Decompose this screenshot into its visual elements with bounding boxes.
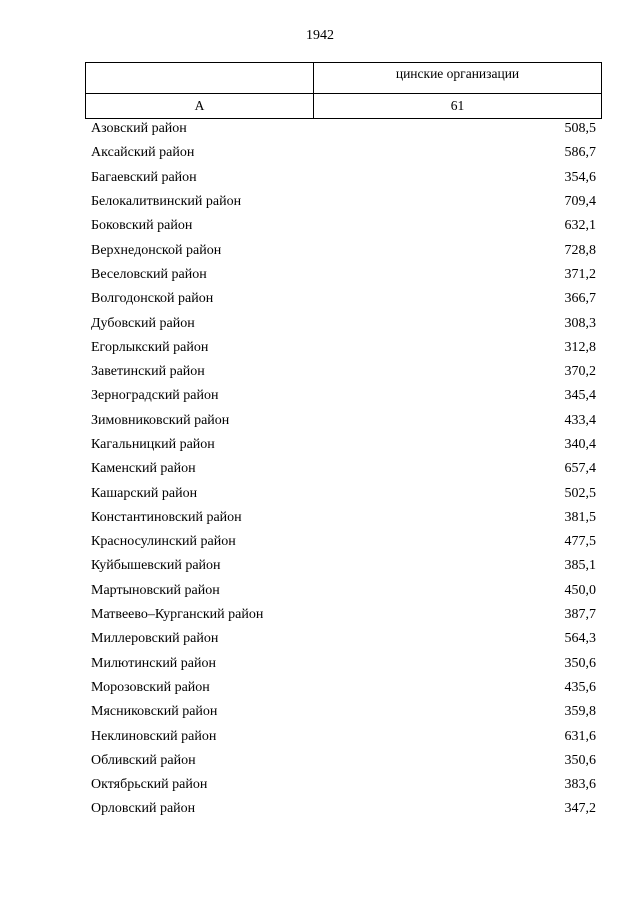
district-value: 632,1	[564, 218, 596, 234]
district-value: 435,6	[564, 679, 596, 695]
column-header-table	[85, 62, 602, 119]
table-row	[91, 773, 596, 797]
district-name: Красносулинский район	[91, 534, 236, 550]
table-row	[91, 263, 596, 287]
table-row	[91, 749, 596, 773]
district-name: Орловский район	[91, 801, 196, 817]
table-row	[91, 652, 596, 676]
table-row	[91, 481, 596, 505]
district-name: Матвеево–Курганский район	[91, 607, 264, 623]
district-name: Обливский район	[91, 752, 196, 768]
table-row	[91, 287, 596, 311]
district-value: 502,5	[564, 485, 596, 501]
table-row	[91, 797, 596, 821]
table-row	[91, 336, 596, 360]
district-name: Каменский район	[91, 461, 196, 477]
table-row	[91, 238, 596, 262]
table-row	[91, 700, 596, 724]
district-name: Мартыновский район	[91, 582, 220, 598]
table-row	[91, 530, 596, 554]
header-col1-code: А	[86, 94, 314, 119]
table-row	[91, 724, 596, 748]
district-value: 450,0	[564, 582, 596, 598]
district-value: 564,3	[564, 631, 596, 647]
district-value: 308,3	[564, 315, 596, 331]
district-value: 387,7	[564, 607, 596, 623]
district-name: Морозовский район	[91, 679, 210, 695]
district-value: 383,6	[564, 777, 596, 793]
district-value: 350,6	[564, 655, 596, 671]
table-row	[91, 141, 596, 165]
table-row	[91, 457, 596, 481]
district-value: 370,2	[564, 364, 596, 380]
district-value: 347,2	[564, 801, 596, 817]
district-value: 631,6	[564, 728, 596, 744]
district-value: 433,4	[564, 412, 596, 428]
header-row-titles	[86, 63, 602, 94]
district-value: 728,8	[564, 242, 596, 258]
district-name: Зерноградский район	[91, 388, 219, 404]
district-value: 350,6	[564, 752, 596, 768]
table-row	[91, 627, 596, 651]
district-name: Кашарский район	[91, 485, 198, 501]
table-row	[91, 506, 596, 530]
district-name: Волгодонской район	[91, 291, 214, 307]
district-value: 312,8	[564, 339, 596, 355]
district-name: Куйбышевский район	[91, 558, 221, 574]
table-row	[91, 433, 596, 457]
district-value: 508,5	[564, 121, 596, 137]
district-name: Егорлыкский район	[91, 339, 209, 355]
table-row	[91, 603, 596, 627]
district-name: Октябрьский район	[91, 777, 208, 793]
district-value: 709,4	[564, 194, 596, 210]
district-list	[91, 117, 596, 822]
table-row	[91, 676, 596, 700]
district-value: 586,7	[564, 145, 596, 161]
district-value: 340,4	[564, 437, 596, 452]
page-number: 1942	[306, 28, 334, 43]
district-name: Заветинский район	[91, 364, 205, 380]
district-name: Константиновский район	[91, 509, 242, 525]
table-row	[91, 166, 596, 190]
district-name: Белокалитвинский район	[91, 194, 242, 210]
header-row-codes	[86, 94, 602, 119]
header-col2-code: 61	[314, 94, 602, 119]
table-row	[91, 579, 596, 603]
district-name: Аксайский район	[91, 145, 195, 161]
district-value: 477,5	[564, 534, 596, 550]
district-name: Азовский район	[91, 121, 187, 137]
district-name: Дубовский район	[91, 315, 195, 331]
district-value: 366,7	[564, 291, 596, 307]
district-name: Боковский район	[91, 218, 193, 234]
district-name: Неклиновский район	[91, 728, 217, 744]
district-value: 359,8	[564, 704, 596, 720]
district-value: 385,1	[564, 558, 596, 574]
district-name: Верхнедонской район	[91, 242, 222, 258]
table-row	[91, 384, 596, 408]
table-row	[91, 190, 596, 214]
district-name: Кагальницкий район	[91, 437, 215, 452]
district-name: Веселовский район	[91, 266, 207, 282]
header-col1-title-cell	[86, 63, 314, 94]
district-name: Багаевский район	[91, 169, 197, 185]
table-row	[91, 360, 596, 384]
table-row	[91, 409, 596, 433]
district-name: Мясниковский район	[91, 704, 218, 720]
district-value: 345,4	[564, 388, 596, 404]
header-col2-title: цинские организации	[314, 63, 602, 94]
district-name: Миллеровский район	[91, 631, 219, 647]
district-value: 657,4	[564, 461, 596, 477]
district-name: Милютинский район	[91, 655, 217, 671]
district-value: 381,5	[564, 509, 596, 525]
table-row	[91, 554, 596, 578]
table-row	[91, 117, 596, 141]
district-value: 354,6	[564, 169, 596, 185]
table-row	[91, 214, 596, 238]
table-row	[91, 311, 596, 335]
district-name: Зимовниковский район	[91, 412, 230, 428]
district-value: 371,2	[564, 266, 596, 282]
